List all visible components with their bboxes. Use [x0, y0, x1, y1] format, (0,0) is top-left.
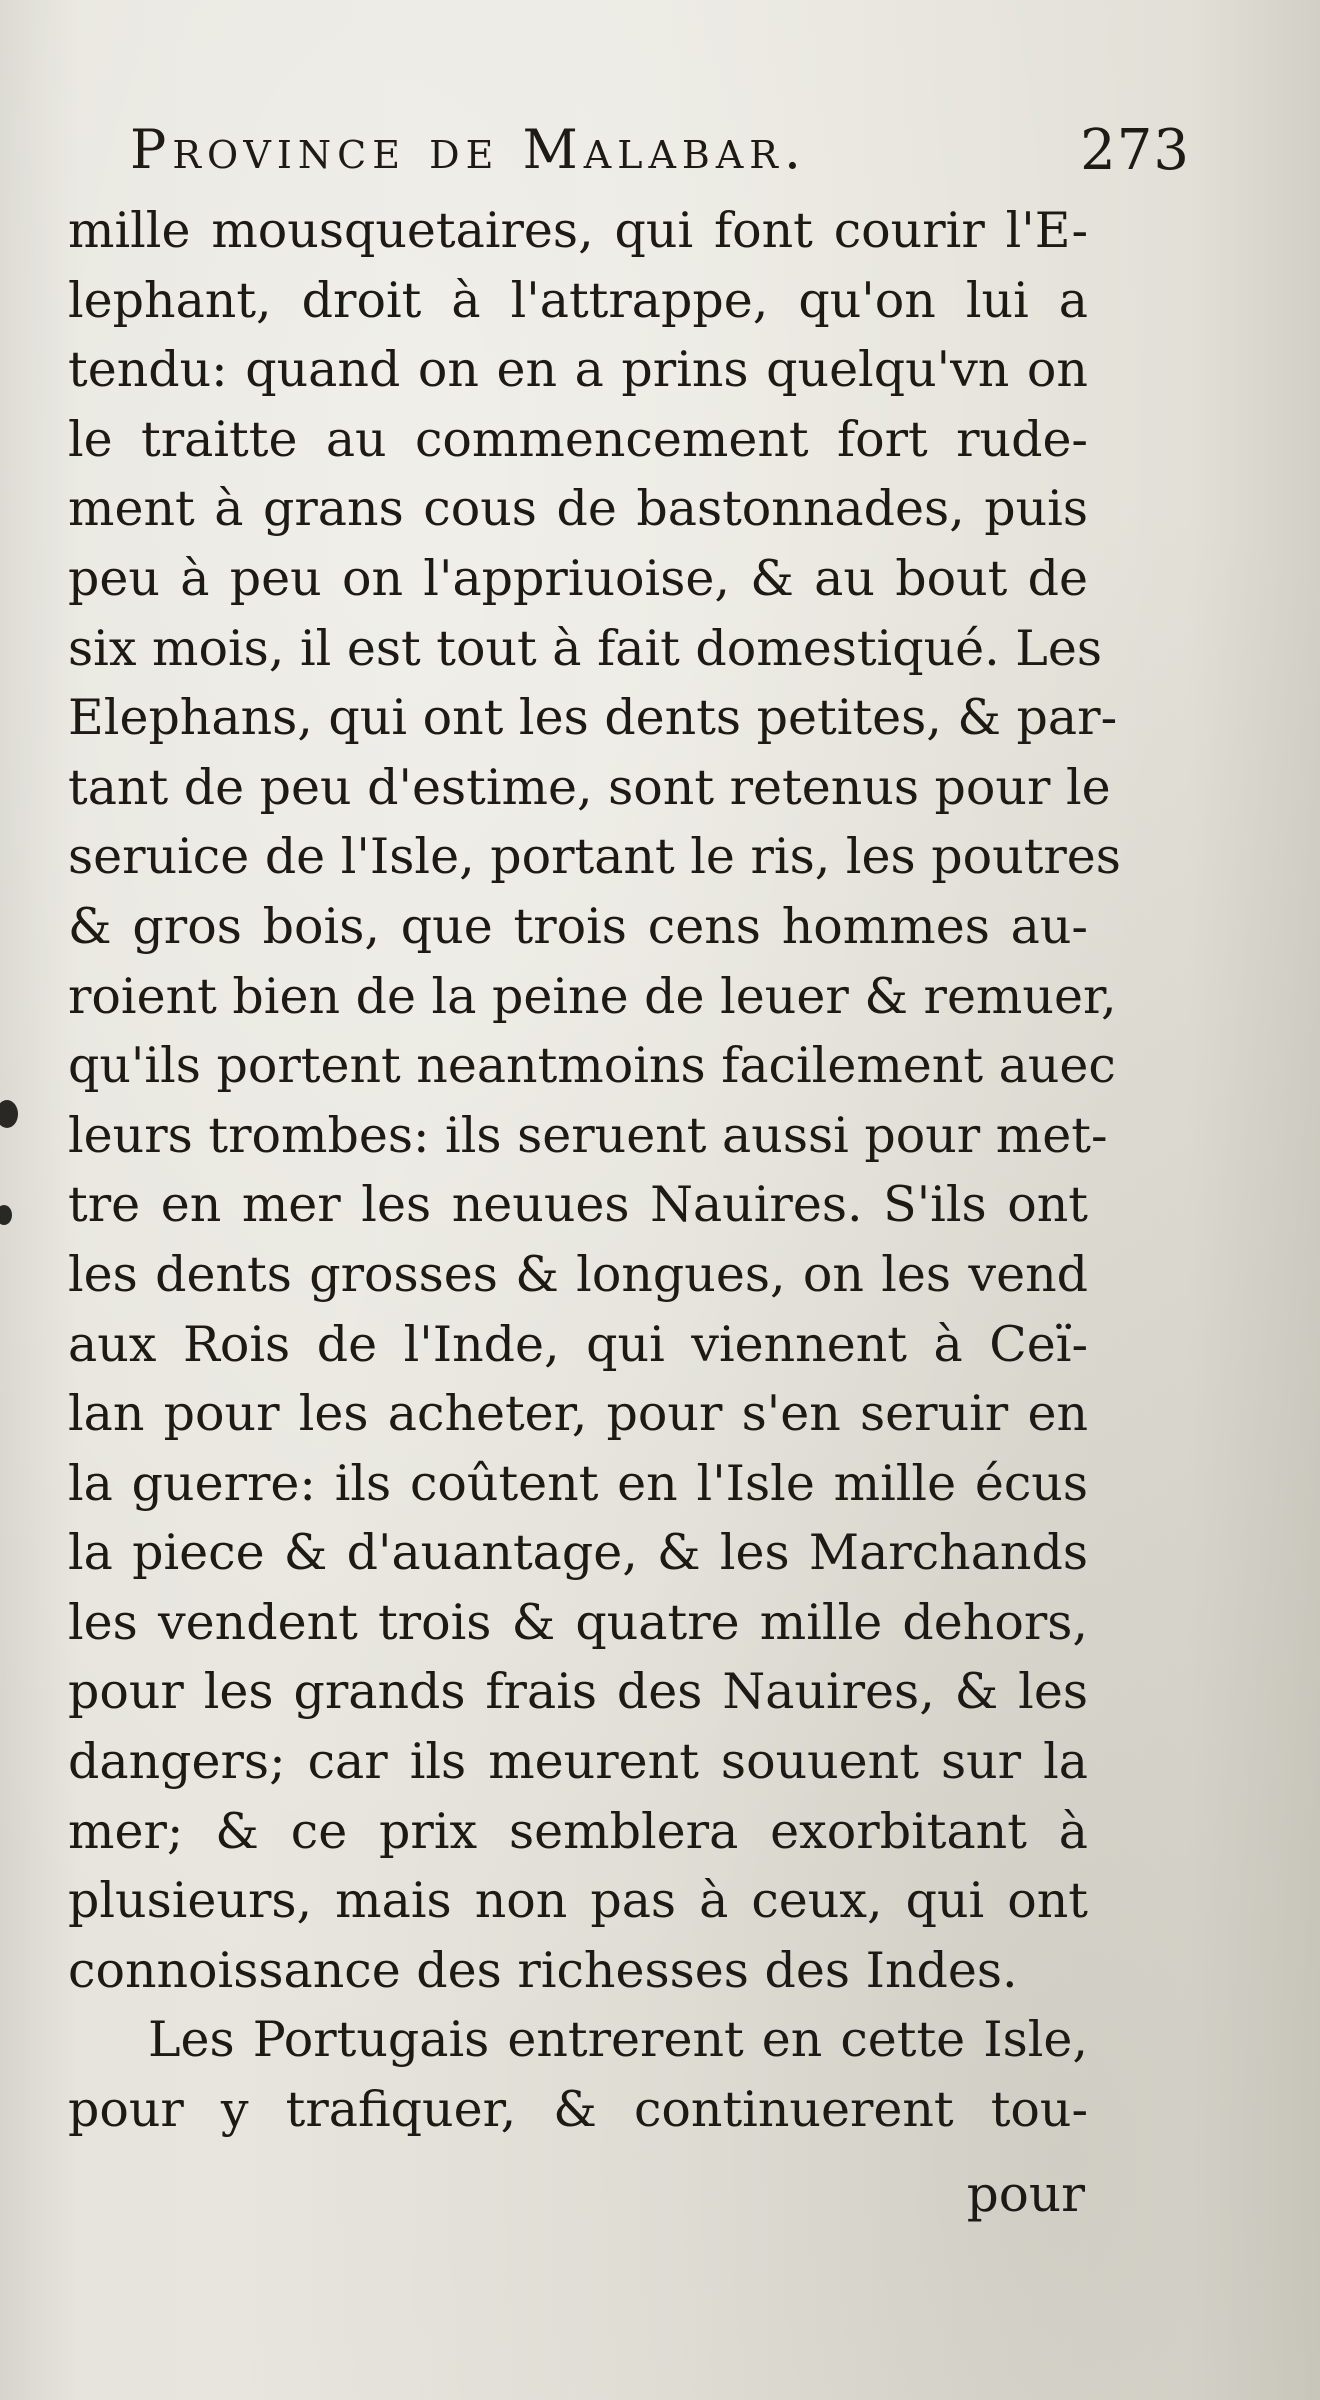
text-line: tant de peu d'estime, sont retenus pour le [68, 758, 1111, 816]
text-line: ment à grans cous de bastonnades, puis [68, 480, 1088, 538]
text-line: lephant, droit à l'attrappe, qu'on lui a [68, 271, 1088, 329]
text-line: le traitte au commencement fort rude- [68, 410, 1088, 468]
text-line: mille mousquetaires, qui font courir l'E- [68, 202, 1088, 259]
text-line: la guerre: ils coûtent en l'Isle mille écus [68, 1454, 1088, 1512]
body-text [68, 196, 1121, 2145]
text-line: peu à peu on l'appriuoise, & au bout de [68, 549, 1088, 607]
text-line: connoissance des richesses des Indes. [68, 1941, 1018, 1999]
catchword: pour [966, 2165, 1085, 2223]
binding-hole [0, 1100, 18, 1128]
binding-hole [0, 1205, 12, 1225]
text-line: roient bien de la peine de leuer & remuer, [68, 967, 1117, 1025]
text-line: la piece & d'auantage, & les Marchands [68, 1524, 1088, 1582]
text-line: seruice de l'Isle, portant le ris, les poutres [68, 828, 1121, 886]
text-line: les dents grosses & longues, on les vend [68, 1245, 1088, 1303]
text-line: plusieurs, mais non pas à ceux, qui ont [68, 1872, 1088, 1930]
paragraph [68, 196, 1121, 2005]
running-head: Province de Malabar. [130, 118, 808, 181]
paragraph [68, 2005, 1088, 2144]
text-line: tre en mer les neuues Nauires. S'ils ont [68, 1176, 1088, 1234]
text-line: pour les grands frais des Nauires, & les [68, 1663, 1088, 1721]
page-header [130, 118, 1190, 198]
text-line: pour y trafiquer, & continuerent tou- [68, 2081, 1088, 2139]
text-line: mer; & ce prix semblera exorbitant à [68, 1802, 1088, 1860]
text-line: aux Rois de l'Inde, qui viennent à Ceï- [68, 1315, 1088, 1373]
text-line: tendu: quand on en a prins quelqu'vn on [68, 341, 1088, 399]
text-line: six mois, il est tout à fait domestiqué. Les [68, 619, 1102, 677]
text-line: leurs trombes: ils seruent aussi pour met- [68, 1106, 1108, 1164]
text-line: qu'ils portent neantmoins facilement auec [68, 1037, 1116, 1095]
text-line: lan pour les acheter, pour s'en seruir en [68, 1385, 1088, 1443]
text-line: Les Portugais entrerent en cette Isle, [148, 2011, 1088, 2069]
text-line: les vendent trois & quatre mille dehors, [68, 1593, 1088, 1651]
text-line: dangers; car ils meurent souuent sur la [68, 1733, 1088, 1791]
text-line: & gros bois, que trois cens hommes au- [68, 897, 1088, 955]
page-number: 273 [1080, 118, 1190, 183]
text-line: Elephans, qui ont les dents petites, & par- [68, 689, 1118, 747]
